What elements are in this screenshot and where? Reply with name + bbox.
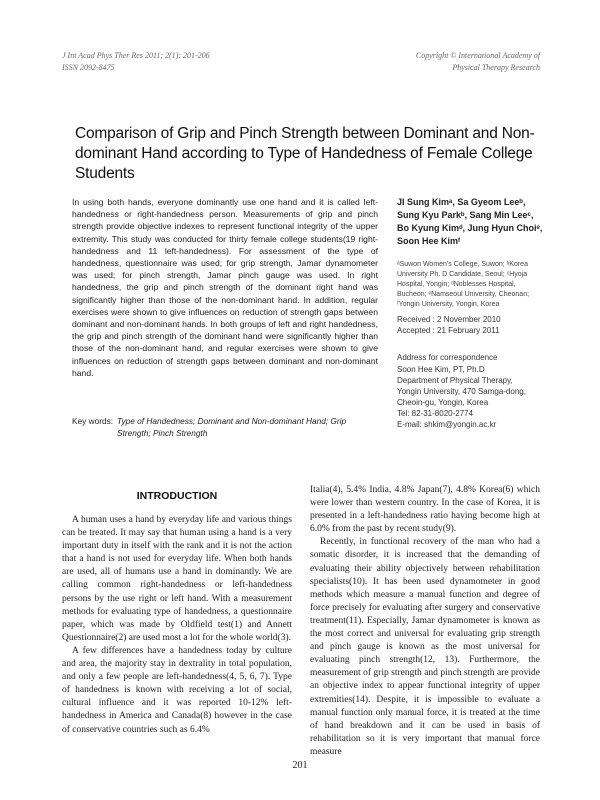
intro-paragraph-3: Italia(4), 5.4% India, 4.8% Japan(7), 4.8% Korea(6) which were lower than western country. In the case of Korea, it is presented in a left-handedness ratio having become high at 6.0% from the past by recent study(9).	[310, 485, 540, 535]
paper-title: Comparison of Grip and Pinch Strength between Dominant and Non-dominant Hand according to Type of Handedness of Female College Students	[75, 125, 535, 183]
journal-citation	[62, 50, 210, 74]
correspondence-address-1: Yongin University, 470 Samga-dong,	[397, 387, 526, 396]
affiliations: ᵃSuwon Women's College, Suwon; ᵇKorea University Ph. D Candidate, Seoul; ᶜHyoja Hospital, Yongin; ᵈNoblesses Hospital, Bucheon; ᵉNamseoul University, Cheonan; ᶠYongin University, Yongin, Korea	[397, 261, 530, 308]
intro-paragraph-4: Recently, in functional recovery of the man who had a somatic disorder, it is increased that the demanding of evaluating their ability objectively between rehabilitation specialists(10). It has been used dynamometer in good methods which measure a manual function and degree of force precisely for evaluating after surgery and conservative treatment(11). Especially, Jamar dynamometer is known as the most correct and universal for evaluating grip strength and pinch gauge is known as the most universal for evaluating pinch strength(12, 13). Furthermore, the measurement of grip strength and pinch strength are provide an objective index to appear functional integrity of upper extremities(14). Despite, it is impossible to evaluate a manual function only manual force, it is treated at the time of hand breakdown and it can be used in basis of rehabilitation so it is very important that manual force measure	[310, 537, 540, 757]
correspondence-name: Soon Hee Kim, PT, Ph.D	[397, 365, 485, 374]
correspondence-address-2: Cheoin-gu, Yongin, Korea	[397, 398, 489, 407]
accepted-date: Accepted : 21 February 2011	[397, 326, 500, 335]
author-list: JI Sung Kimᵃ, Sa Gyeom Leeᵇ, Sung Kyu Parkᵇ, Sang Min Leeᶜ, Bo Kyung Kimᵈ, Jung Hyun Choiᵉ, Soon Hee Kimᶠ	[397, 197, 543, 246]
page-number: 201	[292, 760, 308, 771]
intro-paragraph-1: A human uses a hand by everyday life and various things can be treated. It may say that human using a hand is a very important duty in itself with the rank and it is not the action that a hand is not used for everyday life. When both hands are used, all of humans use a hand in dominantly. We are calling common right-handedness or left-handedness persons by the use right or left hand. With a measurement methods for evaluating type of handedness, a questionnaire paper, which was made by Oldfield test(1) and Annett Questionnaire(2) are used most a lot for the whole world(3).	[62, 515, 292, 643]
intro-paragraph-2: A few differences have a handedness today by culture and area, the majority stay in dextrality in total population, and only a few people are left-handedness(4, 5, 6, 7). Type of handedness is known with receiving a lot of social, cultural influence and it was reported 10-12% left-handedness in America and Canada(8) however in the case of conservative countries such as 6.4%	[62, 645, 292, 735]
section-heading-introduction: INTRODUCTION	[136, 490, 218, 502]
correspondence-email: E-mail: shkim@yongin.ac.kr	[397, 420, 497, 429]
correspondence-tel: Tel: 82-31-8020-2774	[397, 409, 474, 418]
correspondence-title: Address for correspondence	[397, 353, 498, 362]
keywords-label: Key words:	[72, 416, 114, 426]
keywords-text: Type of Handedness; Dominant and Non-dominant Hand; Grip Strength; Pinch Strength	[117, 416, 347, 438]
correspondence-dept: Department of Physical Therapy,	[397, 376, 513, 385]
journal-line-2: ISSN 2092-8475	[62, 63, 115, 72]
copyright-line-1: Copyright © International Academy of	[415, 51, 540, 60]
article-dates	[397, 314, 547, 336]
journal-line-1: J Int Acad Phys Ther Res 2011; 2(1): 201-206	[62, 51, 210, 60]
copyright-notice	[416, 50, 540, 74]
body-column-right	[310, 484, 540, 759]
abstract: In using both hands, everyone dominantly use one hand and it is called left-handedness or right-handedness person. Measurements of grip and pinch strength provide objective indexes to represent functional integrity of the upper extremity. This study was conducted for thirty female college students(19 right-handedness and 11 left-handedness). For assessment of the type of handedness, questionnaire was used; for grip strength, Jamar dynamometer was used; for pinch strength, Jamar pinch gauge was used. In right handedness, the grip and pinch strength of the dominant right hand was significantly higher than those of the non-dominant hand. In addition, regular exercises were shown to give influences on reduction of strength gaps between dominant and non-dominant hands. In both groups of left and right handedness, the grip and pinch strength of the dominant hand were significantly higher than those of the non-dominant hand, and regular exercises were shown to give influences on reduction of strength gaps between dominant and non-dominant hand.	[72, 197, 378, 378]
correspondence-block	[397, 364, 547, 430]
body-column-left	[62, 490, 292, 737]
received-date: Received : 2 November 2010	[397, 315, 501, 324]
copyright-line-2: Physical Therapy Research	[452, 63, 540, 72]
keywords	[72, 415, 378, 439]
